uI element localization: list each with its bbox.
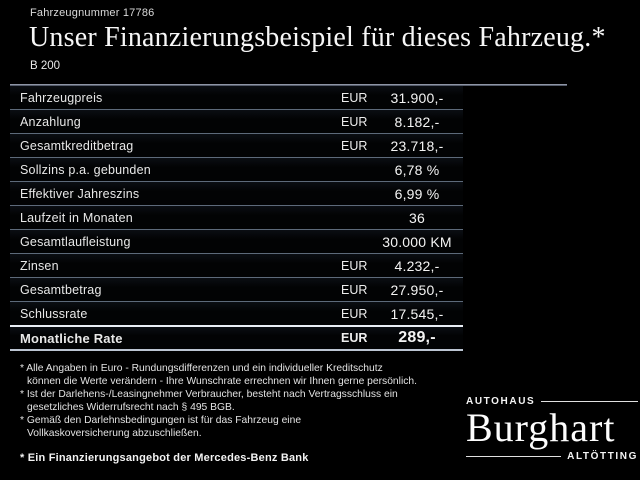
finance-row-currency: EUR [341,90,368,105]
financing-offer-note: * Ein Finanzierungsangebot der Mercedes-Benz Bank [20,452,309,464]
footnote-line: * Ist der Darlehens-/Leasingnehmer Verbraucher, besteht nach Vertragsschluss ein [20,389,398,400]
footnote-line: * Alle Angaben in Euro - Rundungsdifferenzen und ein individueller Kreditschutz [20,363,383,374]
dealer-name: Burghart [466,405,616,450]
finance-row-label: Anzahlung [20,114,81,129]
finance-row [10,86,463,110]
finance-row [10,302,463,327]
finance-row-value: 4.232,- [394,257,440,274]
footnote [20,414,468,440]
finance-row-currency: EUR [341,114,368,129]
dealer-logo [466,396,638,462]
finance-row-currency: EUR [341,282,368,297]
vehicle-model: B 200 [30,60,61,72]
finance-row [10,327,463,351]
footnotes [20,362,468,440]
finance-row [10,254,463,278]
finance-row-label: Monatliche Rate [20,330,123,346]
finance-row-label: Zinsen [20,258,59,273]
finance-row-value: 6,99 % [394,185,440,202]
dealer-logo-top-label: AUTOHAUS [466,396,536,407]
finance-row-label: Effektiver Jahreszins [20,186,140,201]
dealer-logo-top-rule [541,401,638,402]
finance-row-currency: EUR [341,138,368,153]
dealer-logo-bottom-label: ALTÖTTING [567,451,638,462]
finance-row-value: 17.545,- [390,305,444,322]
footnote [20,362,468,388]
finance-row-label: Schlussrate [20,306,88,321]
footnote-line: gesetzliches Widerrufsrecht nach § 495 BGB. [27,402,235,413]
finance-row-value: 36 [409,209,425,226]
finance-row-value: 289,- [398,329,436,346]
page-title: Unser Finanzierungsbeispiel für dieses Fahrzeug.* [29,22,606,53]
dealer-logo-bottom-rule [466,456,561,457]
finance-row-label: Gesamtkreditbetrag [20,138,134,153]
finance-row [10,134,463,158]
finance-row-label: Gesamtlaufleistung [20,234,131,249]
finance-row-label: Laufzeit in Monaten [20,210,133,225]
finance-row-value: 31.900,- [390,89,444,106]
finance-row-value: 27.950,- [390,281,444,298]
finance-row [10,230,463,254]
finance-row [10,110,463,134]
finance-row [10,278,463,302]
footnote [20,388,468,414]
finance-row-value: 30.000 KM [382,233,452,250]
finance-row [10,158,463,182]
finance-row-currency: EUR [341,306,368,321]
finance-row-value: 6,78 % [394,161,440,178]
dealer-logo-bottom [466,451,638,462]
footnote-line: können die Werte verändern - Ihre Wunschrate errechnen wir Ihnen gerne persönlich. [27,376,417,387]
finance-row-label: Gesamtbetrag [20,282,102,297]
finance-row-value: 8.182,- [394,113,440,130]
finance-row-label: Sollzins p.a. gebunden [20,162,151,177]
finance-row-label: Fahrzeugpreis [20,90,103,105]
finance-row-currency: EUR [341,331,368,345]
footnote-line: * Gemäß den Darlehnsbedingungen ist für das Fahrzeug eine [20,415,302,426]
vehicle-number: Fahrzeugnummer 17786 [30,7,155,19]
finance-row-value: 23.718,- [390,137,444,154]
finance-row-currency: EUR [341,258,368,273]
finance-row [10,182,463,206]
finance-table [10,86,463,351]
footnote-line: Vollkaskoversicherung abzuschließen. [27,428,202,439]
finance-row [10,206,463,230]
